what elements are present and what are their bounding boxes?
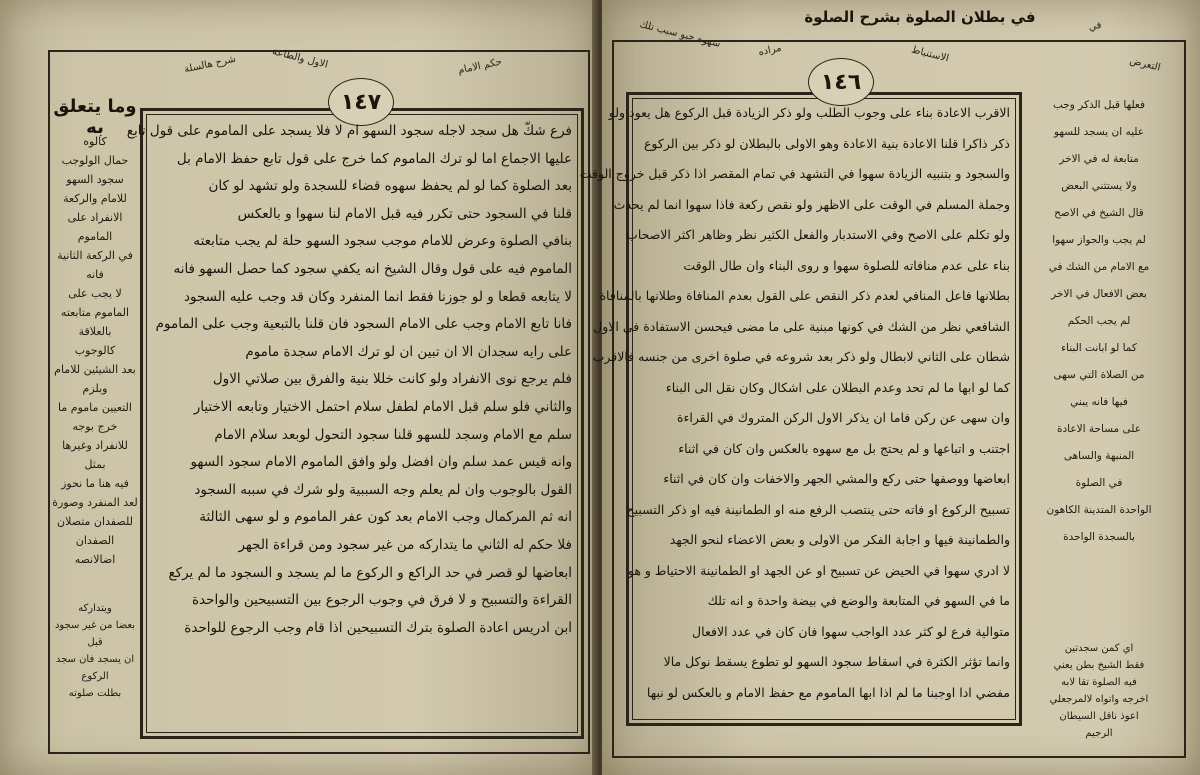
text-line: متوالية فرع لو كثر عدد الواجب سهوا فان كان في عدد الافعال bbox=[692, 623, 1010, 639]
commentary-line: كالوه bbox=[83, 135, 107, 148]
text-line: سلم مع الامام وسجد للسهو قلنا سجود التحول لوبعد سلام الامام bbox=[214, 426, 572, 443]
commentary-line: ولا يستثني البعض bbox=[1061, 180, 1137, 192]
left-top-annotation: شرح هالسلة bbox=[183, 53, 237, 76]
commentary-line: فيه هنا ما نحوز bbox=[61, 477, 129, 490]
right-top-annotation: الاستنباط bbox=[910, 44, 950, 65]
text-line: على رايه سجدان الا ان تبين ان لو ترك الامام سجدة ماموم bbox=[245, 343, 572, 360]
right-top-annotation: مراده bbox=[757, 42, 783, 59]
left-main-text bbox=[126, 118, 572, 728]
right-page-number: ١٤٦ bbox=[808, 58, 874, 106]
commentary-line: سجود السهو للامام والركعة bbox=[63, 173, 127, 205]
right-page-side-commentary bbox=[1020, 92, 1178, 572]
text-line: بناء على عدم منافاته للصلوة سهوا و روى البناء وان طال الوقت bbox=[683, 257, 1010, 273]
commentary-line: مع الامام من الشك في bbox=[1048, 261, 1150, 273]
commentary-line: في الركعة الثانية فانه bbox=[57, 249, 133, 281]
text-line: كما لو ابها ما لم تحد وعدم البطلان على اشكال وكان نقل الى البناء bbox=[665, 379, 1010, 395]
text-line: وانه قيس عمد سلم وان افضل ولو وافق الماموم الامام سجود السهو bbox=[190, 454, 572, 471]
text-line: انه ثم المركمال وجب الامام بعد كون عفر الماموم و لو سهى الثالثة bbox=[199, 509, 572, 526]
commentary-line: متابعة له في الاخر bbox=[1059, 153, 1139, 165]
commentary-line: فيها فانه يبني bbox=[1070, 396, 1128, 408]
text-line: بعد الصلوة كما لو لم يحفظ سهوه قضاء للسجدة ولو تشهد لو كان bbox=[208, 178, 572, 195]
commentary-line: لم يجب الحكم bbox=[1067, 315, 1131, 327]
commentary-line: لعد المنفرد وصورة bbox=[52, 496, 138, 509]
text-line: ابعاضها ووصفها حتى ركع والمشي الجهر والاخفات وان كان في اثناء bbox=[663, 471, 1010, 486]
text-line: القراءة والتسبيح و لا فرق في وجوب الرجوع بين التسبيحين والواحدة bbox=[191, 592, 572, 609]
text-line: بنافي الصلوة وعرض للامام موجب سجود السهو حلة لم يجب متابعته bbox=[193, 233, 572, 250]
text-line: والثاني فلو سلم قبل الامام لطفل سلام احتمل الاختيار وتابعه الاختيار bbox=[193, 398, 572, 415]
commentary-line: الواحدة المتدينة الكاهون bbox=[1046, 504, 1152, 516]
left-page-bottom-commentary bbox=[52, 600, 138, 710]
text-line: قلنا في السجود حتى تكرر فيه قبل الامام لنا سهوا و بالعكس bbox=[237, 205, 572, 222]
commentary-line: بالعلاقة bbox=[78, 325, 112, 338]
commentary-line: فيه الصلوة تقا لابه bbox=[1061, 677, 1137, 688]
commentary-line: ويتداركه bbox=[78, 603, 112, 614]
text-line: ذكر ذاكرا قلنا الاعادة بنية الاعادة وهو الاولى بالبطلان لو ذكر بين الركوع bbox=[643, 135, 1010, 151]
text-line: ما في السهو في المتابعة والوضع في بيضة واحدة و انه تلك bbox=[707, 593, 1010, 608]
left-page-number: ١٤٧ bbox=[328, 78, 394, 126]
commentary-line: الرجيم bbox=[1085, 728, 1113, 739]
text-line: عليها الاجماع اما لو ترك الماموم كما خرج على قول تابع حفظ الامام بل bbox=[176, 150, 572, 167]
commentary-line: ان يسجد فان سجد الركوع bbox=[55, 654, 135, 682]
commentary-line: بالسجدة الواحدة bbox=[1063, 531, 1135, 543]
right-page-bottom-commentary bbox=[1020, 640, 1178, 750]
text-line: والطمانينة فيها و اجابة الفكر من الاولى و بعض الاعضاء لنحو الجهد bbox=[669, 532, 1010, 547]
commentary-line: فعلها قبل الذكر وجب bbox=[1052, 99, 1146, 111]
text-line: والسجود و بتنبيه الزيادة سهوا في التشهد في تمام المقصر اذا ذكر قبل خروج الوقت bbox=[579, 166, 1010, 181]
commentary-line: بعد الشيئين للامام وبلزم bbox=[54, 363, 136, 395]
commentary-line: في الصلوة bbox=[1075, 477, 1123, 489]
commentary-line: للصفدان متصلان الصفدان bbox=[57, 515, 133, 547]
commentary-line: المنبهة والساهى bbox=[1063, 450, 1135, 462]
text-line: الماموم فيه على قول وقال الشيخ انه يكفي سجود كما حصل السهو فانه bbox=[173, 260, 572, 277]
left-page-side-commentary bbox=[52, 132, 138, 566]
text-line: تسبيح الركوع او فاته حتى ينتصب الرفع منه او الطمانينة فيه او ذكر التسبيح bbox=[626, 501, 1010, 517]
text-line: الاقرب الاعادة بناء على وجوب الطلب ولو ذكر الزيادة قبل الركوع هل يعود ولو bbox=[608, 105, 1010, 120]
commentary-line: الانفراد على الماموم bbox=[67, 211, 123, 243]
commentary-line: على مساحة الاعادة bbox=[1056, 423, 1142, 435]
text-line: وانما تؤثر الكثرة في اسقاط سجود السهو لو تطوع يسقط نوكل مالا bbox=[663, 654, 1010, 669]
commentary-line: بعض الافعال في الاخر bbox=[1051, 288, 1147, 300]
right-top-annotation: سهوه حبو سبب تلك bbox=[638, 19, 722, 50]
right-top-annotation: التعرض bbox=[1128, 55, 1162, 74]
text-line: مفضي ادا اوجبنا ما لم اذا ابها الماموم مع حفظ الامام و بالعكس لو نبها bbox=[646, 684, 1010, 700]
commentary-line: عليه ان يسجد للسهو bbox=[1053, 126, 1145, 138]
text-line: الشافعي نظر من الشك في كونها مبنية على ما مضى فيحسن الاستفادة في الاول bbox=[593, 318, 1010, 334]
left-top-annotation: حكم الامام bbox=[457, 56, 503, 77]
right-main-text bbox=[579, 98, 1010, 714]
text-line: لا ادري سهوا في الحيض عن تسبيح او عن الجهد او الطمانينة الاحتياط و هو bbox=[627, 562, 1010, 578]
right-running-header: في بطلان الصلوة بشرح الصلوة bbox=[804, 8, 1036, 26]
commentary-line: اخرجه واتواه لالمرجعلي bbox=[1049, 694, 1149, 705]
commentary-line: لم يجب والجواز سهوا bbox=[1052, 234, 1146, 246]
text-line: فرع شكّ هل سجد لاجله سجود السهو ام لا فلا يسجد على الماموم على قول تابع bbox=[126, 123, 572, 139]
text-line: شطان على الثاني لابطال ولو ذكر بعد شروعه في صلوة اخرى من جنسه فالاقرب bbox=[592, 349, 1010, 364]
text-line: وان سهى عن ركن فاما ان يذكر الاول الركن المتروك في القراءة bbox=[676, 410, 1010, 425]
text-line: القول بالوجوب وان لم يعلم وجه السببية ولو شرك في سببه السجود bbox=[194, 481, 572, 498]
commentary-line: بعضا من غير سجود قبل bbox=[54, 620, 136, 648]
text-line: فلم يرجع نوى الانفراد ولو كانت خللا بنية والفرق بين صلاتي الاول bbox=[212, 371, 572, 388]
commentary-line: فقط الشيخ بطن يعني bbox=[1053, 660, 1145, 671]
text-line: ابن ادريس اعادة الصلوة بترك التسبيحين اذا قام وجب الرجوع للواحدة bbox=[184, 619, 572, 636]
commentary-line: قال الشيخ في الاصح bbox=[1054, 207, 1144, 219]
text-line: اجتنب و اتباعها و لم يحتج بل مع سهوه بالعكس وان كان في اثناء bbox=[678, 440, 1010, 456]
text-line: ولو تكلم على الاصح وفي الاستدبار والفعل الكثير نظر وظاهر اكثر الاصحاب bbox=[626, 227, 1010, 242]
right-top-annotation: في bbox=[1087, 19, 1103, 34]
text-line: ابعاضها لو قصر في حد الراكع و الركوع ما لم يسجد و السجود ما لم يركع bbox=[168, 564, 572, 581]
left-top-annotation: الاول والطاعة bbox=[271, 46, 329, 71]
text-line: وجملة المسلم في الوقت على الاظهر ولو نقص ركعة فاذا سهوا انما لم يحدث bbox=[613, 196, 1010, 212]
text-line: فانا تابع الامام وجب على الامام السجود فان قلنا بالتبعية وجب على الماموم bbox=[155, 316, 572, 333]
commentary-line: اي كمن سجدتين bbox=[1064, 643, 1134, 654]
commentary-line: من الصلاة التي سهى bbox=[1053, 369, 1145, 381]
text-line: لا يتابعه قطعا و لو جوزنا فقط انما المنفرد وكان قد وجب عليه السجود bbox=[183, 288, 572, 305]
text-line: بطلانها فاعل المنافي لعدم ذكر النقص على القول بعدم المنافاة وطلانها بالمنافاة bbox=[599, 288, 1010, 303]
commentary-line: التعيين ماموم ما خرج بوجه bbox=[58, 401, 132, 433]
commentary-line: اضالانصه bbox=[74, 553, 116, 566]
commentary-line: للانفراد وغيرها بمثل bbox=[62, 439, 128, 471]
left-margin-heading: وما يتعلق به bbox=[53, 96, 137, 138]
commentary-line: لا يجب على الماموم متابعته bbox=[60, 287, 130, 319]
commentary-line: بطلت صلوته bbox=[68, 688, 122, 699]
text-line: فلا حكم له الثاني ما يتداركه من غير سجود ومن قراءة الجهر bbox=[238, 536, 572, 553]
commentary-line: كما لو ابانت البناء bbox=[1061, 342, 1137, 354]
commentary-line: كالوجوب bbox=[74, 344, 116, 357]
commentary-line: اعوذ ناقل السيطان bbox=[1059, 711, 1139, 722]
commentary-line: حمال الولوجب bbox=[61, 154, 129, 167]
